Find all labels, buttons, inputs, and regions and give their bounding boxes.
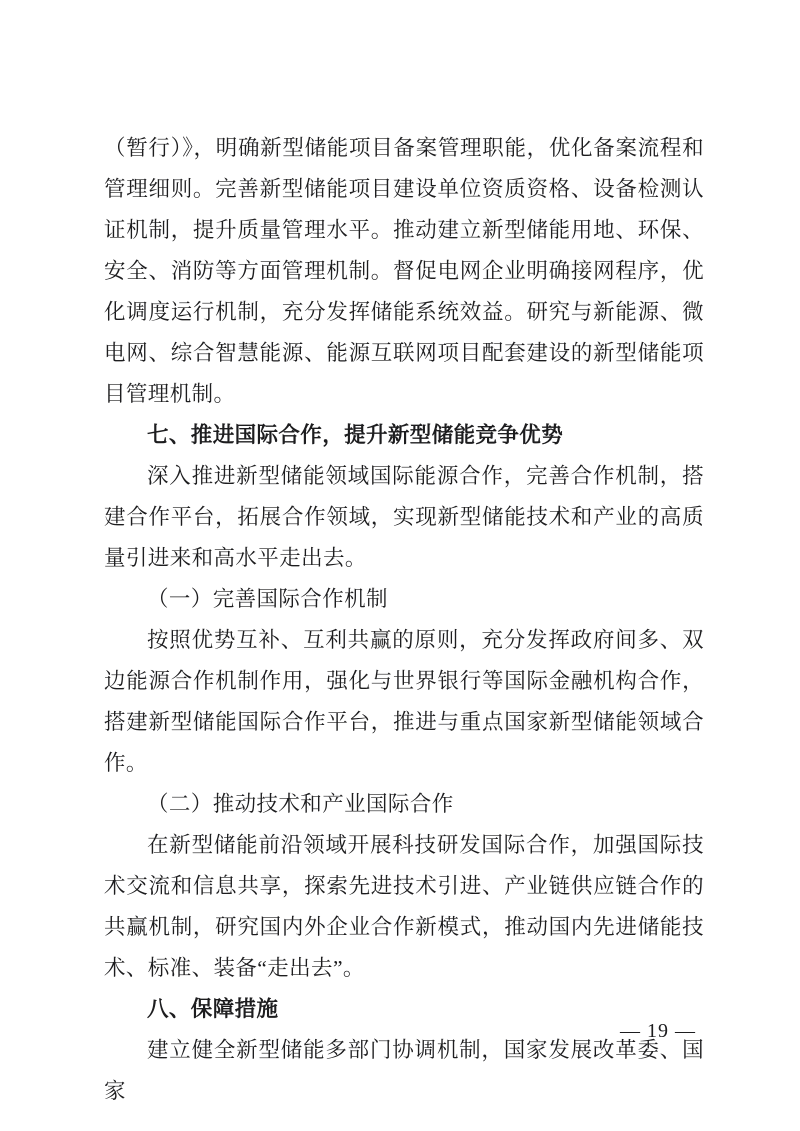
body-paragraph: （暂行）》，明确新型储能项目备案管理职能，优化备案流程和管理细则。完善新型储能项目建设单位资质资格、设备检测认证机制，提升质量管理水平。推动建立新型储能用地、环保、安全、消防等方面管理机制。督促电网企业明确接网程序，优化调度运行机制，充分发挥储能系统效益。研究与新能源、微电网、综合智慧能源、能源互联网项目配套建设的新型储能项目管理机制。 [104, 136, 704, 406]
body-paragraph: 按照优势互补、互利共赢的原则，充分发挥政府间多、双边能源合作机制作用，强化与世界银行等国际金融机构合作，搭建新型储能国际合作平台，推进与重点国家新型储能领域合作。 [104, 628, 704, 775]
section-heading-seven: 七、推进国际合作，提升新型储能竞争优势 [147, 423, 564, 447]
section-heading-eight: 八、保障措施 [147, 997, 279, 1021]
page-body [104, 128, 704, 1112]
body-paragraph: 在新型储能前沿领域开展科技研发国际合作，加强国际技术交流和信息共享，探索先进技术引进、产业链供应链合作的共赢机制，研究国内外企业合作新模式，推动国内先进储能技术、标准、装备“走出去”。 [104, 833, 704, 980]
subsection-heading-one: （一）完善国际合作机制 [147, 587, 388, 611]
body-paragraph: 深入推进新型储能领域国际能源合作，完善合作机制，搭建合作平台，拓展合作领域，实现新型储能技术和产业的高质量引进来和高水平走出去。 [104, 464, 704, 570]
page-number: — 19 — [620, 1020, 696, 1042]
body-paragraph: 建立健全新型储能多部门协调机制，国家发展改革委、国家 [104, 1038, 704, 1103]
subsection-heading-two: （二）推动技术和产业国际合作 [147, 792, 454, 816]
